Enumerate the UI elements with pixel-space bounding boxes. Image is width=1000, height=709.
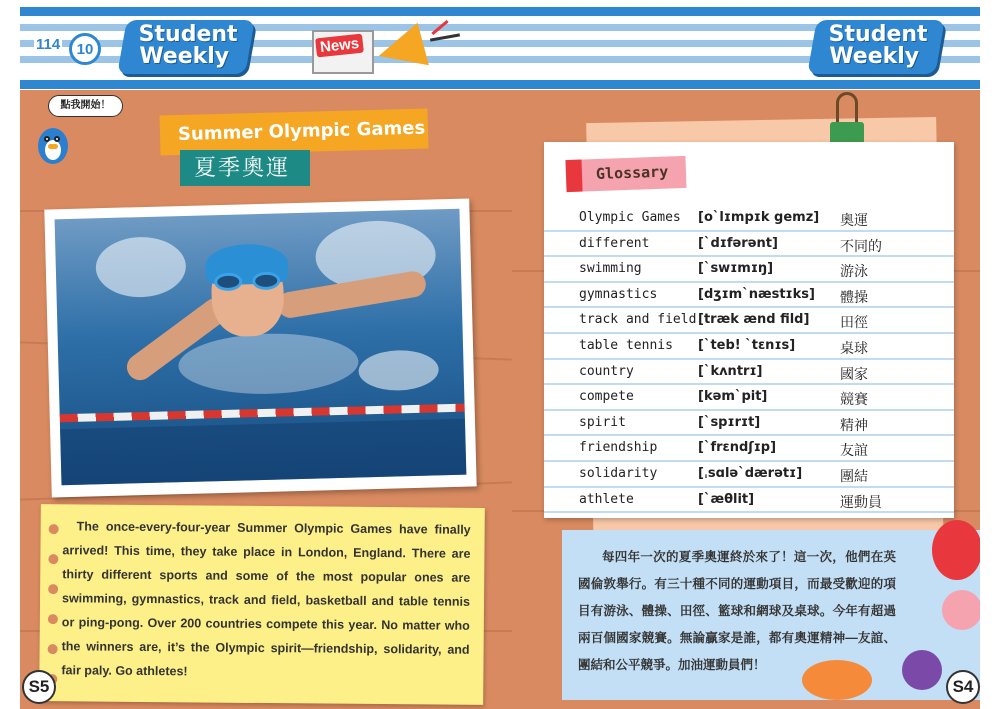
right-page (512, 90, 980, 709)
swimmer-image (55, 209, 467, 486)
shout-ray-icon (430, 33, 460, 41)
page-header (0, 0, 1000, 90)
glossary-list (544, 206, 954, 513)
glossary-row (544, 462, 954, 488)
glossary-title: Glossary (595, 162, 669, 184)
student-weekly-logo-right: Student Weekly (807, 20, 945, 74)
glossary-zh: 精神 (840, 416, 868, 433)
glossary-word: country (579, 363, 634, 379)
glossary-row (544, 436, 954, 462)
glossary-ipa: [ˌsɑlə`dærətɪ] (698, 465, 803, 481)
paint-splash-icon (902, 650, 942, 690)
glossary-ipa: [`kʌntrɪ] (698, 363, 763, 379)
paint-splash-icon (942, 590, 980, 630)
translation-body: 每四年一次的夏季奧運終於來了！這一次，他們在英國倫敦舉行。有三十種不同的運動項目，而最受歡迎的項目有游泳、體操、田徑、籃球和網球及桌球。今年有超過兩百個國家競賽。無論贏家是誰，都有奧運精神—友誼、團結和公平競爭。加油運動員們！ (578, 550, 896, 672)
glossary-word: different (579, 235, 650, 251)
glossary-card (544, 142, 954, 518)
glossary-word: friendship (579, 440, 658, 456)
glossary-ipa: [kəm`pit] (698, 389, 768, 405)
shout-ray-icon (431, 20, 448, 35)
glossary-zh: 不同的 (840, 237, 882, 254)
glossary-row (544, 206, 954, 232)
glossary-word: spirit (579, 414, 626, 430)
glossary-row (544, 385, 954, 411)
article-title-zh: 夏季奧運 (180, 150, 310, 186)
glossary-ipa: [træk ænd fild] (698, 312, 810, 328)
glossary-zh: 運動員 (840, 493, 882, 510)
page-label-s5: S5 (22, 670, 56, 704)
glossary-ipa: [`dɪfərənt] (698, 235, 778, 251)
article-body: The once-every-four-year Summer Olympic Games have finally arrived! This time, they take place in London, England. There are thirty different sports and some of the most popular ones are swimming, gymnastics, track and field, basketball and table tennis or ping-pong. Over 200 countries compete this year. No matter who the winners are, it’s the Olympic spirit—friendship, solidarity, and fair paly. Go athletes! (61, 519, 471, 679)
glossary-row (544, 334, 954, 360)
glossary-row (544, 232, 954, 258)
glossary-ipa: [o`lɪmpɪk gemz] (698, 210, 820, 225)
glossary-zh: 團結 (840, 467, 868, 484)
header-stripe (20, 7, 980, 16)
translation-note (562, 530, 980, 700)
glossary-zh: 體操 (840, 288, 868, 305)
glossary-word: athlete (579, 491, 634, 507)
news-banner (312, 22, 462, 78)
glossary-row (544, 283, 954, 309)
glossary-zh: 游泳 (840, 263, 868, 280)
glossary-word: Olympic Games (579, 210, 681, 225)
glossary-ipa: [`spɪrɪt] (698, 414, 761, 430)
glossary-ipa: [dʒɪm`næstɪks] (698, 286, 815, 302)
glossary-zh: 競賽 (840, 391, 868, 408)
glossary-ipa: [`teb! `tɛnɪs] (698, 337, 796, 353)
glossary-row (544, 308, 954, 334)
glossary-word: swimming (579, 261, 642, 277)
issue-number: 10 (69, 33, 101, 65)
student-weekly-logo: Student Weekly (117, 20, 255, 74)
glossary-word: solidarity (579, 465, 658, 481)
glossary-row (544, 411, 954, 437)
glossary-word: gymnastics (579, 286, 658, 302)
glossary-zh: 田徑 (840, 314, 868, 331)
glossary-word: table tennis (579, 337, 673, 353)
start-speech-bubble[interactable]: 點我開始！ (48, 95, 123, 117)
article-note (39, 504, 485, 705)
swimmer-photo (44, 198, 476, 497)
paint-splash-icon (932, 520, 980, 580)
header-stripe (20, 80, 980, 89)
glossary-zh: 桌球 (840, 339, 868, 356)
glossary-word: track and field (579, 312, 697, 328)
glossary-tab (565, 156, 686, 192)
glossary-zh: 奧運 (840, 212, 868, 228)
page-number: 114 (36, 36, 61, 53)
page-label-s4: S4 (946, 670, 980, 704)
glossary-row (544, 257, 954, 283)
megaphone-icon (373, 23, 429, 77)
glossary-ipa: [`swɪmɪŋ] (698, 261, 774, 277)
glossary-row (544, 488, 954, 514)
glossary-ipa: [`æθlit] (698, 491, 755, 507)
glossary-row (544, 360, 954, 386)
glossary-ipa: [`frɛndʃɪp] (698, 440, 777, 456)
left-page (20, 90, 512, 709)
glossary-word: compete (579, 389, 634, 405)
glossary-zh: 友誼 (840, 442, 868, 459)
news-label: News (315, 34, 364, 58)
glossary-zh: 國家 (840, 365, 868, 382)
article-title-en: Summer Olympic Games (160, 108, 429, 155)
penguin-mascot-icon[interactable] (32, 120, 72, 172)
